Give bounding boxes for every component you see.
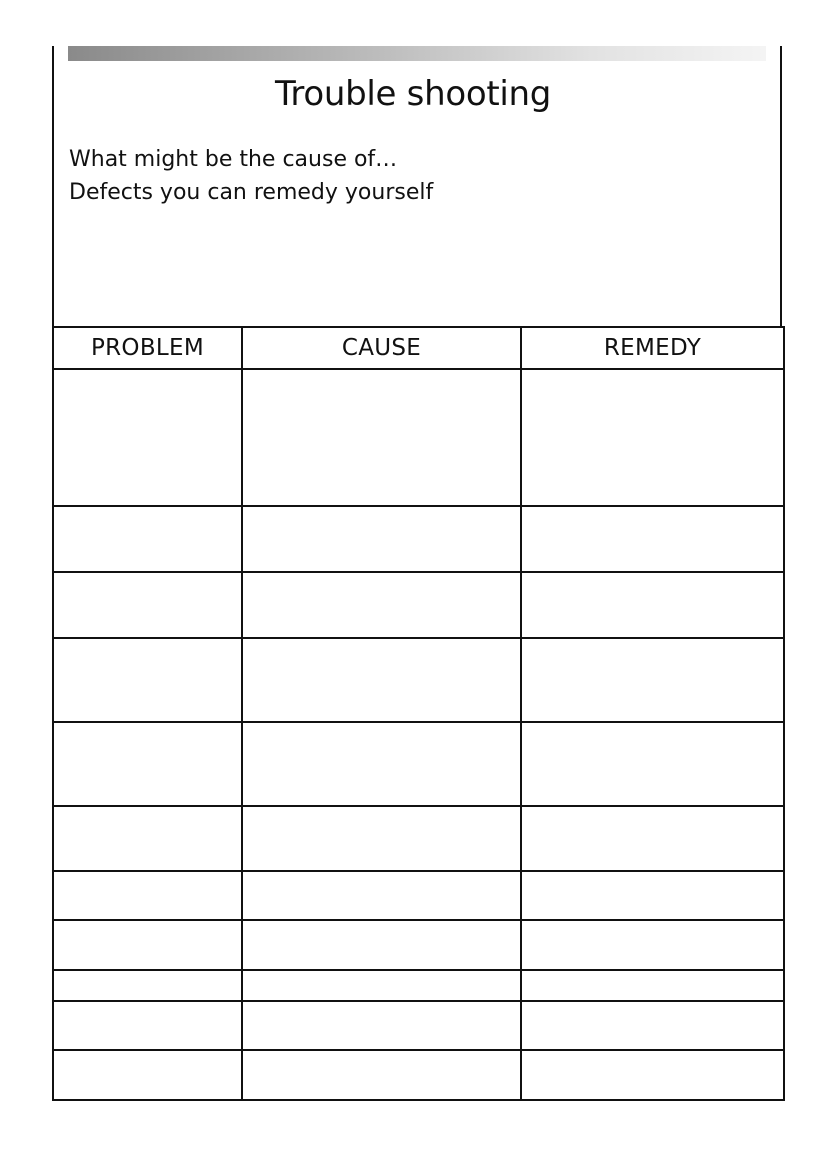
cause-cell [242,506,521,572]
problem-cell [53,806,242,871]
column-header-remedy: REMEDY [521,327,784,369]
problem-cell [53,871,242,920]
cause-cell [242,369,521,506]
problem-cell [53,722,242,806]
page-title: Trouble shooting [274,74,552,114]
problem-cell [53,1050,242,1100]
problem-cell [53,920,242,970]
intro-text [69,143,433,209]
remedy-cell [521,572,784,638]
remedy-cell [521,806,784,871]
remedy-cell [521,871,784,920]
problem-cell [53,970,242,1001]
table-row [53,970,784,1001]
problem-cell [53,1001,242,1050]
cause-cell [242,722,521,806]
table-row [53,871,784,920]
table-row [53,638,784,722]
remedy-cell [521,722,784,806]
problem-cell [53,572,242,638]
intro-line-2: Defects you can remedy yourself [69,180,434,205]
table-row [53,806,784,871]
cause-cell [242,572,521,638]
column-header-cause: CAUSE [242,327,521,369]
table-header-row [53,327,784,369]
table-row [53,572,784,638]
header-gradient-bar [68,46,766,61]
column-header-problem: PROBLEM [53,327,242,369]
cause-cell [242,806,521,871]
table-row [53,1050,784,1100]
intro-line-1: What might be the cause of… [69,147,398,172]
remedy-cell [521,970,784,1001]
cause-cell [242,1050,521,1100]
cause-cell [242,920,521,970]
remedy-cell [521,1001,784,1050]
remedy-cell [521,638,784,722]
cause-cell [242,871,521,920]
remedy-cell [521,506,784,572]
remedy-cell [521,1050,784,1100]
table-row [53,920,784,970]
remedy-cell [521,369,784,506]
table-row [53,506,784,572]
troubleshooting-table [52,326,785,1101]
table-row [53,1001,784,1050]
table-row [53,369,784,506]
remedy-cell [521,920,784,970]
problem-cell [53,506,242,572]
cause-cell [242,638,521,722]
cause-cell [242,1001,521,1050]
cause-cell [242,970,521,1001]
table-row [53,722,784,806]
problem-cell [53,369,242,506]
problem-cell [53,638,242,722]
